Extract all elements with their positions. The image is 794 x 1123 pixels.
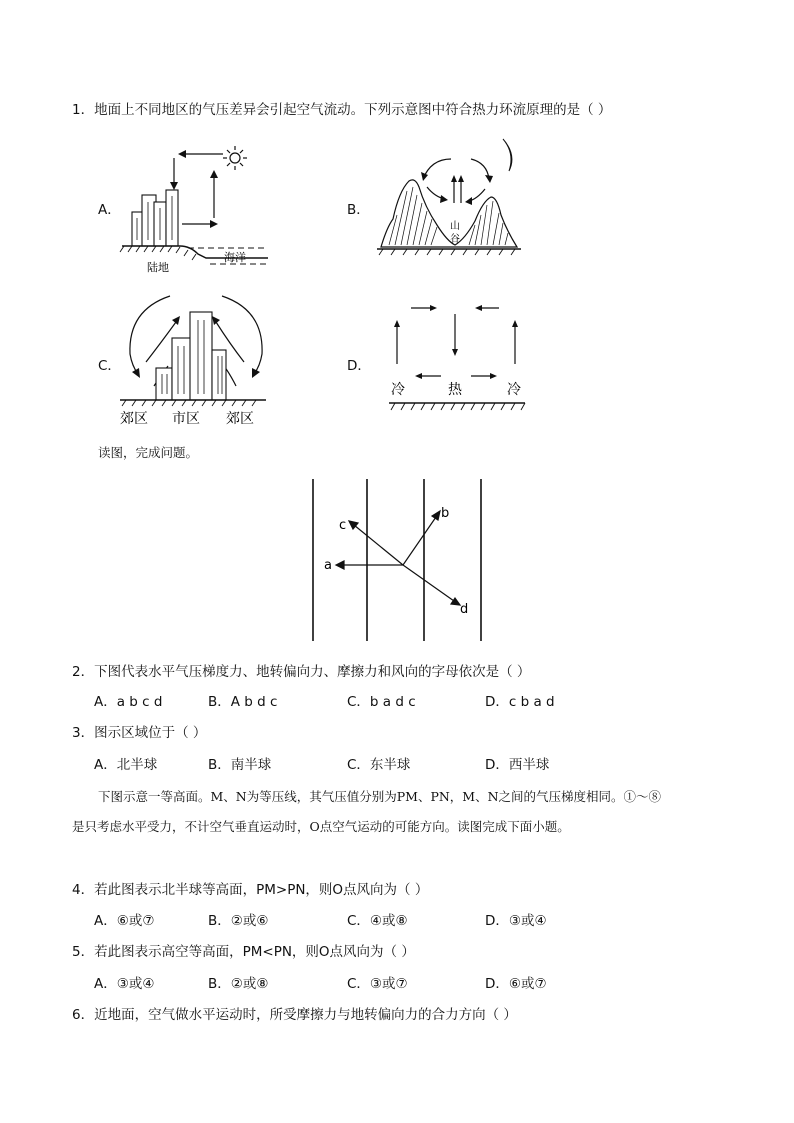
q2-option-c[interactable]: C．b a d c <box>347 694 416 710</box>
question-1-text: 1．地面上不同地区的气压差异会引起空气流动。下列示意图中符合热力环流原理的是（ ） <box>72 102 612 118</box>
suburb-left-label: 郊区 <box>120 411 148 427</box>
hot-label: 热 <box>448 382 462 398</box>
diagram-d-letter: D． <box>347 358 371 374</box>
question-6-text: 6．近地面，空气做水平运动时，所受摩擦力与地转偏向力的合力方向（ ） <box>72 1007 517 1023</box>
read-note: 读图，完成问题。 <box>98 445 199 460</box>
diagram-c-urban-heat-island <box>118 290 268 428</box>
q2-option-a[interactable]: A．a b c d <box>94 694 163 710</box>
q5-option-b[interactable]: B．②或⑧ <box>208 976 269 992</box>
diagram-c-letter: C． <box>98 358 121 374</box>
label-c: c <box>339 518 347 533</box>
q3-option-c[interactable]: C．东半球 <box>347 757 411 773</box>
intro-line-2: 是只考虑水平受力，不计空气垂直运动时，O点空气运动的可能方向。读图完成下面小题。 <box>72 819 570 834</box>
q4-option-d[interactable]: D．③或④ <box>485 913 547 929</box>
label-b: b <box>441 506 450 521</box>
arrow-d <box>451 598 460 605</box>
q4-option-c[interactable]: C．④或⑧ <box>347 913 408 929</box>
q3-option-d[interactable]: D．西半球 <box>485 757 550 773</box>
question-3-text: 3．图示区域位于（ ） <box>72 725 207 741</box>
q4-option-a[interactable]: A．⑥或⑦ <box>94 913 155 929</box>
q4-option-b[interactable]: B．②或⑥ <box>208 913 269 929</box>
moon-icon <box>503 139 512 171</box>
q3-option-a[interactable]: A．北半球 <box>94 757 158 773</box>
question-5-text: 5．若此图表示高空等高面，PM<PN，则O点风向为（ ） <box>72 944 415 960</box>
q2-option-b[interactable]: B．A b d c <box>208 694 278 710</box>
intro-line-1: 下图示意一等高面。M、N为等压线，其气压值分别为PM、PN，M、N之间的气压梯度相同。①～⑧ <box>98 789 662 804</box>
cold-left-label: 冷 <box>391 382 405 398</box>
q2-option-d[interactable]: D．c b a d <box>485 694 555 710</box>
force-diagram <box>300 475 500 645</box>
q5-option-a[interactable]: A．③或④ <box>94 976 155 992</box>
land-label: 陆地 <box>147 261 169 274</box>
diagram-b-letter: B． <box>347 202 370 218</box>
diagram-a-land-sea-breeze <box>118 140 278 275</box>
diagram-b-mountain-valley <box>375 135 525 260</box>
cold-right-label: 冷 <box>507 382 521 398</box>
arrow-b <box>432 511 440 520</box>
arrow-a <box>336 561 344 569</box>
q5-option-c[interactable]: C．③或⑦ <box>347 976 408 992</box>
question-2-text: 2．下图代表水平气压梯度力、地转偏向力、摩擦力和风向的字母依次是（ ） <box>72 664 531 680</box>
sun-icon <box>223 146 247 170</box>
suburb-right-label: 郊区 <box>226 411 254 427</box>
diagram-a-letter: A． <box>98 202 121 218</box>
label-a: a <box>324 558 332 573</box>
diagram-d-circulation <box>385 300 530 418</box>
valley-label-1: 山 <box>450 221 460 232</box>
ocean-label: 海洋 <box>224 251 246 264</box>
q5-option-d[interactable]: D．⑥或⑦ <box>485 976 547 992</box>
valley-label-2: 谷 <box>450 234 460 245</box>
label-d: d <box>460 602 469 617</box>
question-4-text: 4．若此图表示北半球等高面，PM>PN，则O点风向为（ ） <box>72 882 429 898</box>
q3-option-b[interactable]: B．南半球 <box>208 757 272 773</box>
city-label: 市区 <box>172 411 200 427</box>
